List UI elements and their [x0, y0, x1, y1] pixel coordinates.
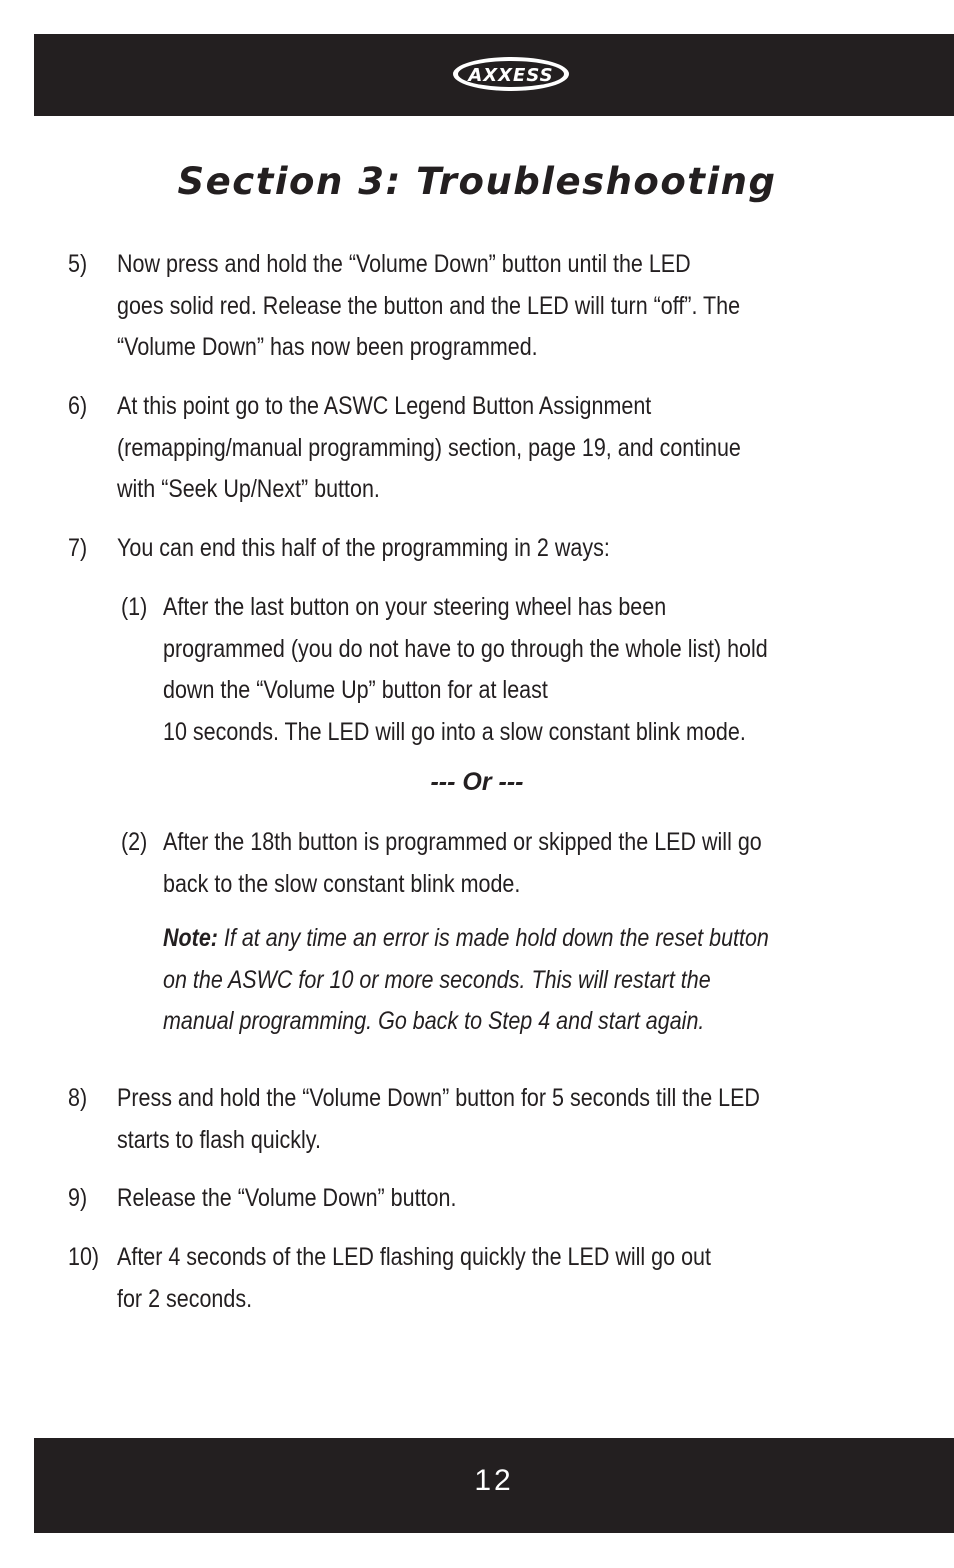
step-number: 7) [68, 534, 88, 562]
note-text: If at any time an error is made hold down the reset button [217, 924, 769, 952]
header-bar [34, 34, 954, 116]
substep-number: (2) [121, 828, 148, 856]
step-text: You can end this half of the programming in 2 ways: [117, 534, 610, 562]
step-text: Now press and hold the “Volume Down” button until the LED goes solid red. Release the button and the LED will turn “off”. The “Volume Down” has now been programmed. [117, 250, 741, 361]
substep-number: (1) [121, 593, 148, 621]
step-text: Release the “Volume Down” button. [117, 1184, 457, 1212]
section-title: Section 3: Troubleshooting [177, 160, 777, 203]
axxess-logo [450, 54, 572, 94]
substep-text: After the 18th button is programmed or skipped the LED will go back to the slow constant blink mode. [163, 828, 762, 898]
note-block: Note: If at any time an error is made hold down the reset button on the ASWC for 10 or more seconds. This will restart the manual programming. Go back to Step 4 and start again. [163, 924, 769, 1035]
logo-text: AXXESS [468, 65, 554, 86]
step-text: At this point go to the ASWC Legend Button Assignment (remapping/manual programming) section, page 19, and continue with “Seek Up/Next” button. [117, 392, 741, 503]
step-number: 8) [68, 1084, 88, 1112]
step-text: After 4 seconds of the LED flashing quickly the LED will go out for 2 seconds. [117, 1243, 711, 1313]
step-number: 10) [68, 1243, 100, 1271]
step-number: 9) [68, 1184, 88, 1212]
note-label: Note: [163, 924, 218, 952]
or-separator: --- Or --- [430, 768, 524, 796]
step-number: 5) [68, 250, 88, 278]
step-text: Press and hold the “Volume Down” button for 5 seconds till the LED starts to flash quickly. [117, 1084, 760, 1154]
footer-bar [34, 1438, 954, 1533]
page-number: 12 [474, 1464, 514, 1497]
substep-text: After the last button on your steering wheel has been programmed (you do not have to go through the whole list) hold down the “Volume Up” button for at least 10 seconds. The LED will go into a slow constant blink mode. [163, 593, 768, 746]
step-number: 6) [68, 392, 88, 420]
